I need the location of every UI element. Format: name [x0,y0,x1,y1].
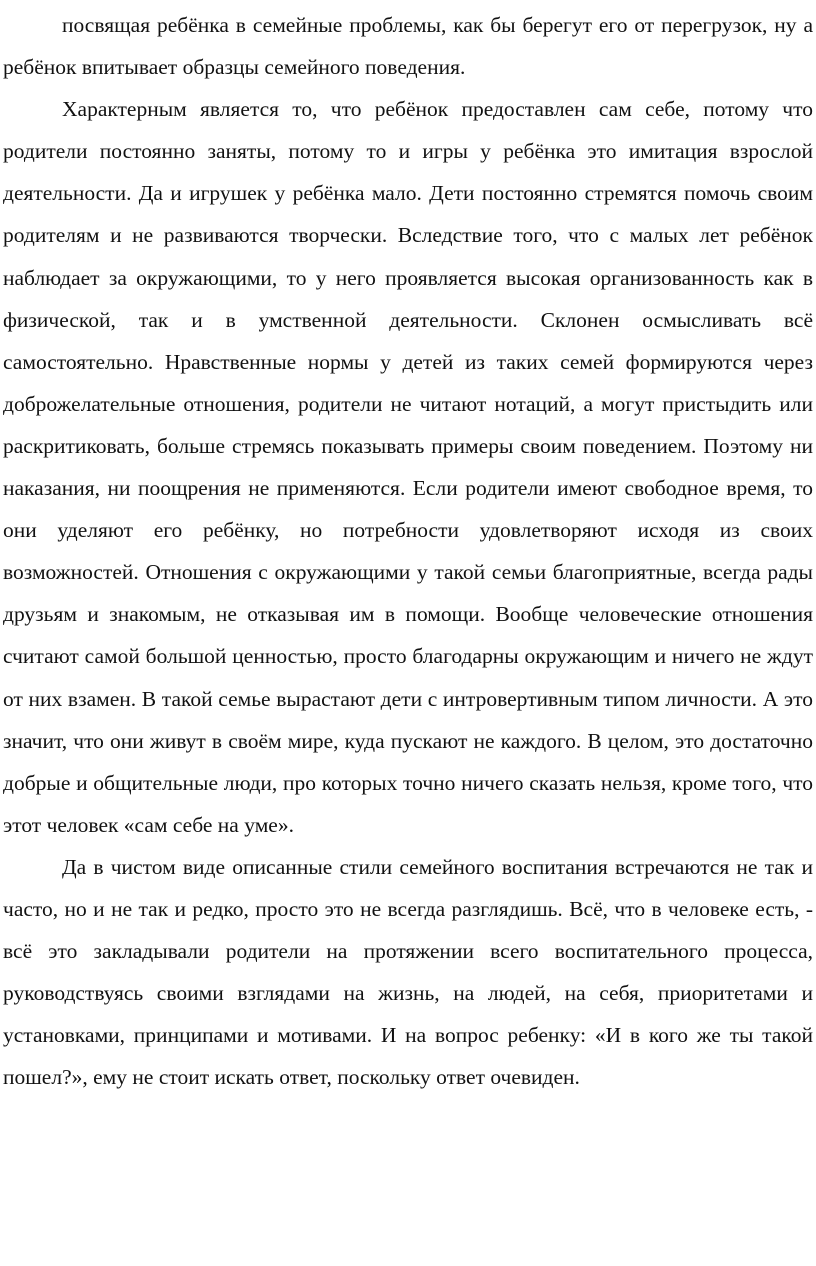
paragraph-conclusion: Да в чистом виде описанные стили семейного воспитания встречаются не так и часто, но и не так и редко, просто это не всегда разглядишь. Всё, что в человеке есть, - всё это закладывали родители на протяжении всего воспитательного процесса, руководствуясь своими взглядами на жизнь, на людей, на себя, приоритетами и установками, принципами и мотивами. И на вопрос ребенку: «И в кого же ты такой пошел?», ему не стоит искать ответ, поскольку ответ очевиден. [3,854,813,1090]
document-page [3,4,813,1098]
paragraph-continuation: посвящая ребёнка в семейные проблемы, как бы берегут его от перегрузок, ну а ребёнок впитывает образцы семейного поведения. [3,13,813,80]
paragraph-family-characteristics: Характерным является то, что ребёнок предоставлен сам себе, потому что родители постоянно заняты, потому то и игры у ребёнка это имитация взрослой деятельности. Да и игрушек у ребёнка мало. Дети постоянно стремятся помочь своим родителям и не развиваются творчески. Вследствие того, что с малых лет ребёнок наблюдает за окружающими, то у него проявляется высокая организованность как в физической, так и в умственной деятельности. Склонен осмысливать всё самостоятельно. Нравственные нормы у детей из таких семей формируются через доброжелательные отношения, родители не читают нотаций, а могут пристыдить или раскритиковать, больше стремясь показывать примеры своим поведением. Поэтому ни наказания, ни поощрения не применяются. Если родители имеют свободное время, то они уделяют его ребёнку, но потребности удовлетворяют исходя из своих возможностей. Отношения с окружающими у такой семьи благоприятные, всегда рады друзьям и знакомым, не отказывая им в помощи. Вообще человеческие отношения считают самой большой ценностью, просто благодарны окружающим и ничего не ждут от них взамен. В такой семье вырастают дети с интровертивным типом личности. А это значит, что они живут в своём мире, куда пускают не каждого. В целом, это достаточно добрые и общительные люди, про которых точно ничего сказать нельзя, кроме того, что этот человек «сам себе на уме». [3,97,813,837]
